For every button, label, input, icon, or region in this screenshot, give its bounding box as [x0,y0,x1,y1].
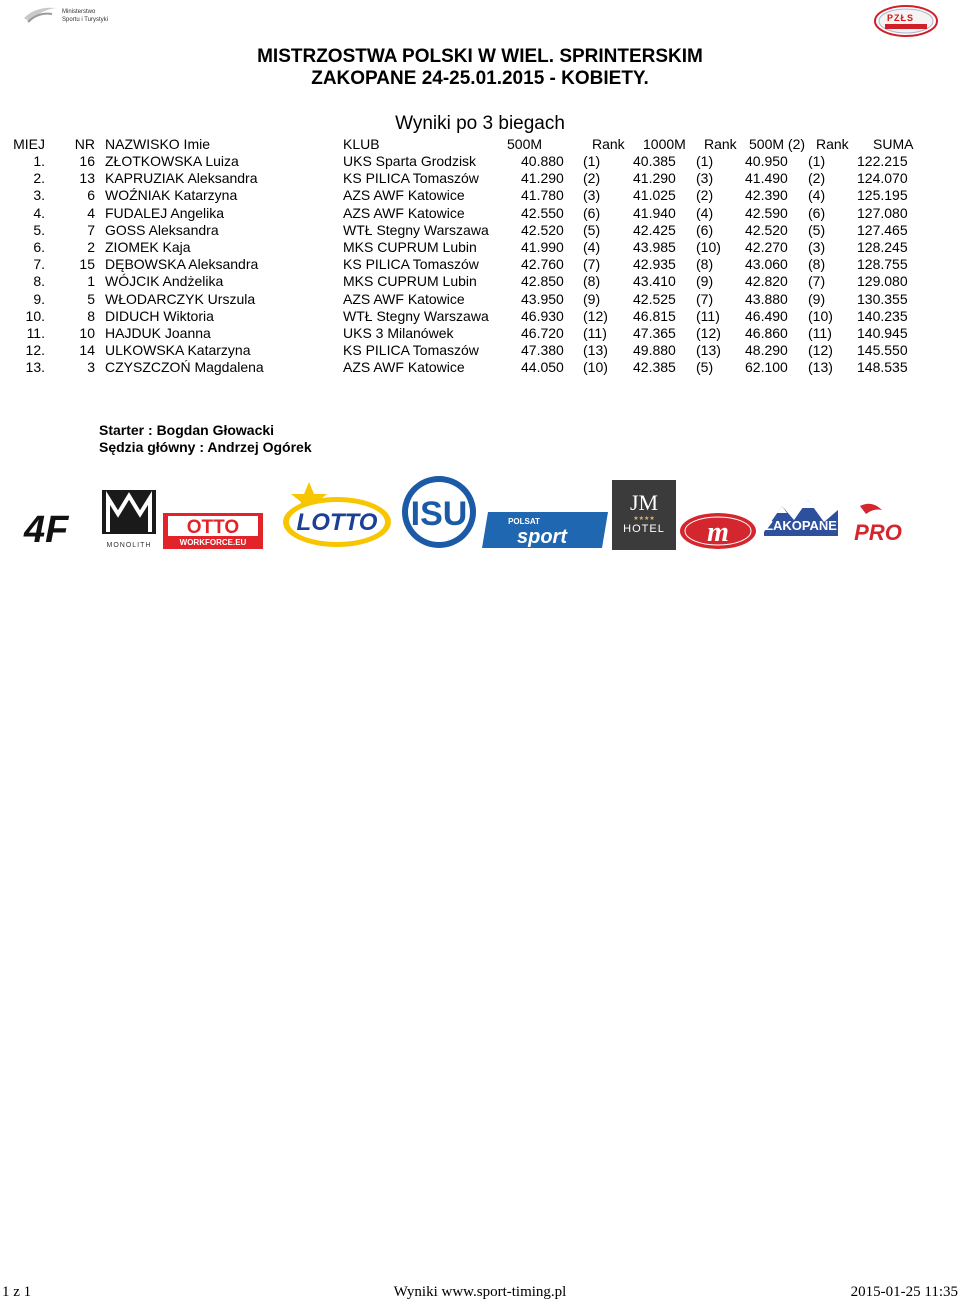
results-subtitle: Wyniki po 3 biegach [395,113,565,134]
cell-500m: 41.290 [521,170,564,187]
col-header-rank-3: Rank [816,136,849,152]
cell-500m-2: 46.860 [745,325,788,341]
cell-club: KS PILICA Tomaszów [343,170,479,187]
cell-rank-3: (10) [808,307,833,324]
pzls-label: PZŁS [887,13,915,23]
cell-500m: 41.990 [521,239,564,255]
cell-name: GOSS Aleksandra [105,221,219,238]
cell-name: ULKOWSKA Katarzyna [105,342,251,359]
cell-nr: 5 [87,290,95,307]
cell-place: 1. [33,153,45,169]
cell-sum: 128.245 [857,239,908,255]
cell-rank-3: (3) [808,239,826,255]
col-header-500m: 500M [507,136,543,152]
cell-500m-2: 42.590 [745,204,788,221]
cell-500m: 46.720 [521,325,564,341]
sponsor-monolith-logo [98,488,160,550]
table-row [0,342,960,359]
cell-rank-1: (1) [583,153,601,169]
cell-500m: 47.380 [521,342,564,359]
cell-rank-2: (3) [696,170,714,187]
cell-500m-2: 42.270 [745,239,788,255]
cell-rank-3: (4) [808,187,826,204]
cell-rank-1: (11) [583,325,607,341]
table-row [0,256,960,273]
cell-nr: 6 [87,187,95,204]
footer-site: Wyniki www.sport-timing.pl [393,1284,567,1300]
cell-1000m: 49.880 [633,342,676,359]
page-title-line-2: ZAKOPANE 24-25.01.2015 - KOBIETY. [311,68,649,89]
col-header-sum: SUMA [873,136,914,152]
sponsor-polsat-sport-logo [480,510,610,550]
cell-rank-2: (1) [696,153,714,169]
cell-sum: 130.355 [857,290,908,307]
sponsor-otto-logo [162,512,264,550]
ministry-text [62,8,108,24]
cell-name: HAJDUK Joanna [105,325,211,341]
cell-club: KS PILICA Tomaszów [343,342,479,359]
starter-line: Starter : Bogdan Głowacki [99,422,275,438]
cell-500m: 43.950 [521,290,564,307]
cell-sum: 127.080 [857,204,908,221]
cell-rank-3: (9) [808,290,826,307]
cell-1000m: 47.365 [633,325,676,341]
cell-rank-2: (12) [696,325,721,341]
cell-rank-1: (2) [583,170,601,187]
cell-place: 13. [25,359,45,376]
cell-club: UKS 3 Milanówek [343,325,454,341]
cell-rank-3: (12) [808,342,833,359]
cell-500m-2: 46.490 [745,307,788,324]
cell-1000m: 42.525 [633,290,676,307]
table-header [0,136,960,153]
cell-rank-2: (7) [696,290,714,307]
sponsor-isu-text: ISU [410,495,468,533]
cell-sum: 140.945 [857,325,908,341]
sponsor-zakopane-text: ZAKOPANE [765,518,837,533]
ministry-line-1: Ministerstwo [62,9,96,15]
cell-place: 2. [33,170,45,187]
cell-sum: 122.215 [857,153,908,169]
cell-500m: 46.930 [521,307,564,324]
pro-swoosh-icon [860,504,882,514]
cell-500m-2: 40.950 [745,153,788,169]
cell-500m-2: 48.290 [745,342,788,359]
sponsor-otto-subtext: WORKFORCE.EU [179,538,247,547]
cell-sum: 129.080 [857,273,908,290]
sponsor-lotto-logo [279,478,394,550]
col-header-club: KLUB [343,136,380,152]
cell-rank-2: (13) [696,342,721,359]
cell-place: 8. [33,273,45,290]
cell-rank-3: (13) [808,359,833,376]
col-header-rank-1: Rank [592,136,625,152]
cell-nr: 15 [79,256,95,273]
sponsor-sport-text: sport [517,526,567,548]
cell-rank-1: (12) [583,307,608,324]
cell-rank-1: (13) [583,342,608,359]
cell-name: WOŹNIAK Katarzyna [105,187,238,204]
cell-500m-2: 41.490 [745,170,788,187]
cell-nr: 16 [79,153,95,169]
cell-name: KAPRUZIAK Aleksandra [105,170,258,187]
col-header-500m-2: 500M (2) [749,136,806,152]
cell-club: KS PILICA Tomaszów [343,256,479,273]
cell-500m: 42.520 [521,221,564,238]
cell-place: 10. [25,307,45,324]
cell-rank-3: (6) [808,204,826,221]
footer-page-count: 1 z 1 [2,1284,32,1300]
sponsor-jm-hotel-logo [612,480,676,550]
col-header-name: NAZWISKO Imie [105,136,211,152]
cell-nr: 8 [87,307,95,324]
cell-500m: 44.050 [521,359,564,376]
cell-sum: 125.195 [857,187,908,204]
col-header-1000m: 1000M [643,136,686,152]
cell-sum: 124.070 [857,170,908,187]
cell-club: AZS AWF Katowice [343,290,465,307]
sponsor-pro-text: PRO [854,520,902,545]
cell-club: MKS CUPRUM Lubin [343,273,477,290]
table-row [0,239,960,256]
sponsor-pro-logo [842,502,914,550]
cell-place: 6. [33,239,45,255]
sponsor-4f-logo [22,508,90,548]
table-row [0,170,960,187]
cell-club: WTŁ Stegny Warszawa [343,307,489,324]
cell-sum: 145.550 [857,342,908,359]
sponsor-hotel-text: HOTEL [623,523,665,535]
cell-club: AZS AWF Katowice [343,359,465,376]
cell-500m-2: 62.100 [745,359,788,376]
cell-rank-3: (8) [808,256,826,273]
sponsor-jm-text: JM [629,490,659,515]
sponsor-4f-text: 4F [24,509,69,548]
sponsor-lotto-text: LOTTO [296,509,378,536]
cell-rank-1: (8) [583,273,601,290]
cell-sum: 128.755 [857,256,908,273]
judge-line: Sędzia główny : Andrzej Ogórek [99,439,312,455]
cell-sum: 127.465 [857,221,908,238]
cell-rank-3: (5) [808,221,826,238]
sponsor-mlekovita-text: m [707,517,729,548]
cell-1000m: 42.935 [633,256,676,273]
cell-club: AZS AWF Katowice [343,187,465,204]
table-row [0,187,960,204]
cell-sum: 140.235 [857,307,908,324]
cell-place: 9. [33,290,45,307]
cell-rank-1: (4) [583,239,601,255]
cell-rank-2: (8) [696,256,714,273]
cell-500m: 42.850 [521,273,564,290]
table-row [0,273,960,290]
cell-rank-1: (10) [583,359,608,376]
table-row [0,308,960,325]
cell-500m: 42.550 [521,204,564,221]
cell-rank-1: (5) [583,221,601,238]
ministry-logo [22,4,122,30]
sponsor-mlekovita-logo [678,511,758,551]
ministry-swoosh-icon [22,4,58,26]
cell-500m: 42.760 [521,256,564,273]
cell-rank-3: (1) [808,153,826,169]
cell-name: DĘBOWSKA Aleksandra [105,256,259,273]
cell-1000m: 40.385 [633,153,676,169]
cell-nr: 7 [87,221,95,238]
cell-name: FUDALEJ Angelika [105,204,225,221]
cell-place: 5. [33,221,45,238]
table-row [0,222,960,239]
cell-place: 12. [25,342,45,359]
cell-500m-2: 42.520 [745,221,788,238]
cell-name: CZYSZCZOŃ Magdalena [105,359,264,376]
cell-rank-2: (4) [696,204,714,221]
cell-nr: 13 [79,170,95,187]
sponsor-monolith-text: MONOLITH [106,542,152,549]
cell-name: ZŁOTKOWSKA Luiza [105,153,239,169]
cell-club: WTŁ Stegny Warszawa [343,221,489,238]
cell-1000m: 41.940 [633,204,676,221]
cell-club: UKS Sparta Grodzisk [343,153,477,169]
cell-rank-1: (9) [583,290,601,307]
cell-nr: 3 [87,359,95,376]
table-row [0,153,960,170]
cell-sum: 148.535 [857,359,908,376]
cell-name: WŁODARCZYK Urszula [105,290,256,307]
cell-1000m: 43.985 [633,239,676,255]
cell-500m: 41.780 [521,187,564,204]
page-title: MISTRZOSTWA POLSKI W WIEL. SPRINTERSKIM [257,46,703,67]
cell-place: 4. [33,204,45,221]
cell-club: AZS AWF Katowice [343,204,465,221]
cell-rank-1: (7) [583,256,601,273]
table-row [0,359,960,376]
cell-rank-1: (6) [583,204,601,221]
cell-500m-2: 43.880 [745,290,788,307]
cell-500m-2: 42.390 [745,187,788,204]
cell-rank-2: (11) [696,307,720,324]
cell-1000m: 46.815 [633,307,676,324]
cell-rank-2: (2) [696,187,714,204]
cell-place: 11. [26,325,45,341]
hotel-stars-icon: ★★★★ [633,516,655,522]
cell-nr: 4 [87,204,95,221]
cell-nr: 1 [87,273,95,290]
sponsor-otto-text: OTTO [186,517,240,538]
col-header-place: MIEJ [13,136,45,152]
cell-1000m: 43.410 [633,273,676,290]
cell-1000m: 41.025 [633,187,676,204]
sponsor-zakopane-logo [762,496,840,544]
cell-1000m: 41.290 [633,170,676,187]
col-header-rank-2: Rank [704,136,737,152]
cell-1000m: 42.425 [633,221,676,238]
cell-rank-3: (11) [808,325,832,341]
table-row [0,291,960,308]
table-row [0,205,960,222]
cell-rank-2: (10) [696,239,721,255]
cell-club: MKS CUPRUM Lubin [343,239,477,255]
cell-name: ZIOMEK Kaja [105,239,191,255]
cell-rank-2: (5) [696,359,714,376]
cell-500m: 40.880 [521,153,564,169]
cell-nr: 10 [79,325,95,341]
col-header-nr: NR [74,136,95,152]
sponsor-polsat-text: POLSAT [508,517,540,526]
footer-datetime: 2015-01-25 11:35 [850,1284,958,1300]
cell-name: DIDUCH Wiktoria [105,307,214,324]
cell-500m-2: 43.060 [745,256,788,273]
table-row [0,325,960,342]
pzls-logo [873,4,939,38]
cell-rank-3: (7) [808,273,826,290]
cell-500m-2: 42.820 [745,273,788,290]
cell-nr: 14 [79,342,95,359]
ministry-line-2: Sportu i Turystyki [62,17,109,23]
cell-place: 7. [33,256,45,273]
cell-rank-3: (2) [808,170,826,187]
cell-1000m: 42.385 [633,359,676,376]
cell-rank-2: (6) [696,221,714,238]
cell-name: WÓJCIK Andżelika [105,273,224,290]
cell-nr: 2 [87,239,95,255]
cell-rank-1: (3) [583,187,601,204]
sponsor-isu-logo [400,474,478,550]
cell-place: 3. [33,187,45,204]
cell-rank-2: (9) [696,273,714,290]
